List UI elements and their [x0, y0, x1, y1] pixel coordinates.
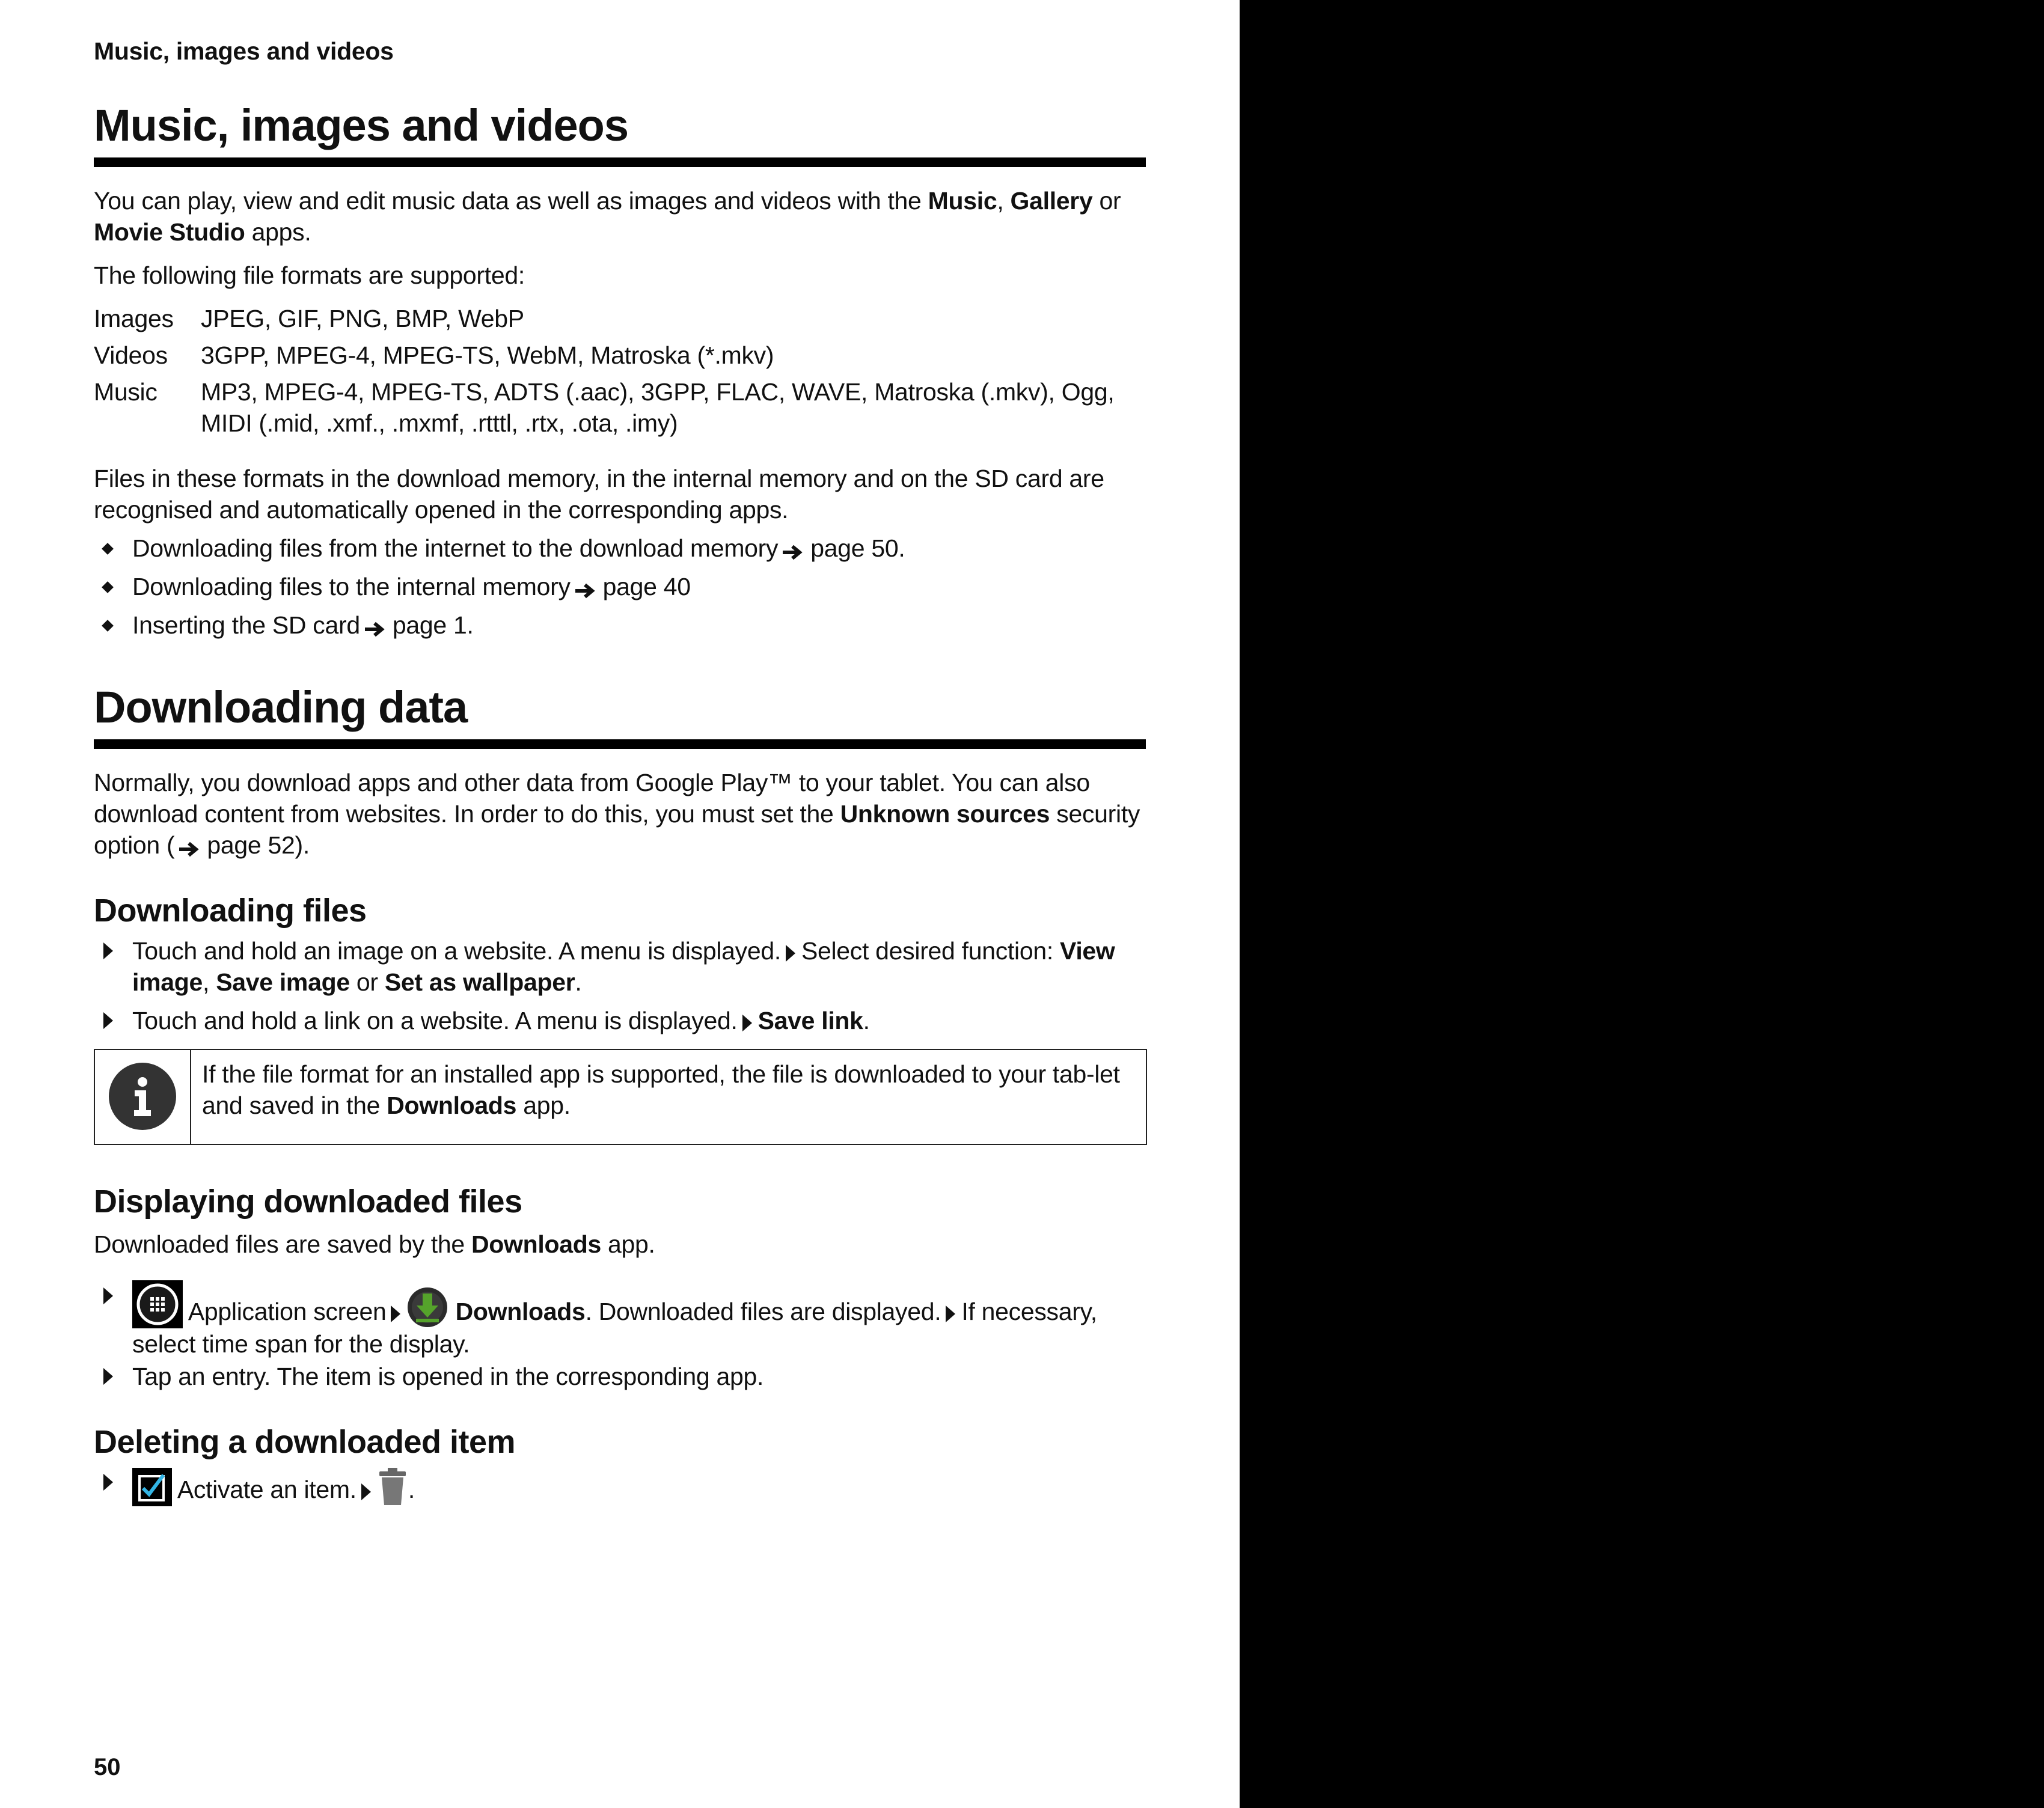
step-arrow-icon	[99, 1467, 120, 1498]
step-arrow-icon	[99, 935, 120, 967]
arrow-right-icon	[782, 543, 806, 561]
arrow-right-icon	[178, 840, 202, 858]
format-label: Music	[94, 378, 158, 406]
downloading-intro: Normally, you download apps and other data from Google Play™ to your tablet. You can also download content from websites. In order to do this, you must set the Unknown sources security option ( page 52).	[94, 769, 1140, 859]
note-text: If the file format for an installed app is supported, the file is downloaded to your tab-let and saved in the Downloads app.	[202, 1060, 1120, 1119]
note-icon-cell	[95, 1050, 191, 1144]
diamond-bullet-icon	[99, 571, 120, 602]
formats-intro: The following file formats are supported:	[94, 261, 525, 289]
step-arrow-icon	[99, 1005, 120, 1036]
format-label: Videos	[94, 341, 168, 369]
step-arrow-icon	[99, 1361, 120, 1392]
format-label: Images	[94, 305, 174, 332]
page-number: 50	[94, 1754, 121, 1780]
section-heading-music: Music, images and videos	[94, 100, 628, 150]
format-value: JPEG, GIF, PNG, BMP, WebP	[201, 305, 524, 332]
page-link[interactable]: page 40	[602, 573, 691, 600]
info-note-box	[94, 1049, 1147, 1145]
diamond-bullet-icon	[99, 609, 120, 641]
info-icon	[108, 1062, 177, 1131]
manual-page: Music, images and videos Music, images and videos You can play, view and edit music data as well as images and videos with the Music, Gallery or Movie Studio apps. The following file formats are supported: Images JPEG, GIF, PNG, BMP, WebP Videos 3GPP, MPEG-4, MPEG-TS, WebM, Matroska (*.mkv) Music MP3, MPEG-4, MPEG-TS, ADTS (.aac), 3GPP, FLAC, WAVE, Matroska (.mkv), Ogg, MIDI (.mid, .xmf., .mxmf, .rtttl, .rtx, .ota, .imy) Files in these formats in the download memory, in the internal memory and on the SD card are recognised and automatically opened in the corresponding apps. Downloading files from the internet to the download memory page 50. Downloading files to the internal memory page 40 Inserting the SD card page 1. Downloading data Normally, you download apps and other data from Google Play™ to your tablet. You can also download content from websites. In order to do this, you must set the Unknown sources security option ( page 52). Downloading files Touch and hold an image on a website. A menu is displayed. Select desired function: View image, Save image or Set as wallpaper. Touch and hold a link on a website. A menu is displayed. Save link. If the file format for an installed app is supported, the file is downloaded to your tab-let and saved in the Downloads app. Displaying downloaded files Downloaded files are saved by the Downloads app. Application screen Downloads. Downloaded files are displayed. If necessary, select time span for the display. Tap an entry. The item is opened in the corresponding app. Deleting a downloaded item Activate an item. . 50	[94, 0, 1147, 1808]
step-arrow-icon	[742, 1015, 752, 1031]
arrow-right-icon	[574, 582, 598, 600]
step-arrow-icon	[946, 1306, 955, 1322]
page-link[interactable]: page 52	[207, 831, 295, 859]
format-value: MP3, MPEG-4, MPEG-TS, ADTS (.aac), 3GPP, FLAC, WAVE, Matroska (.mkv), Ogg, MIDI (.mid, .xmf., .mxmf, .rtttl, .rtx, .ota, .imy)	[201, 378, 1115, 437]
displaying-intro: Downloaded files are saved by the Downloads app.	[94, 1230, 655, 1258]
checkbox-checked-icon	[132, 1468, 172, 1506]
intro-paragraph: You can play, view and edit music data as well as images and videos with the Music, Gallery or Movie Studio apps.	[94, 187, 1121, 246]
subheading-downloading-files: Downloading files	[94, 893, 367, 929]
running-header: Music, images and videos	[94, 37, 394, 65]
page-link[interactable]: page 1.	[392, 611, 474, 639]
step-arrow-icon	[361, 1483, 371, 1500]
subheading-deleting: Deleting a downloaded item	[94, 1424, 516, 1460]
app-grid-icon	[132, 1280, 183, 1328]
trash-icon	[377, 1467, 408, 1506]
download-icon	[406, 1286, 448, 1328]
heading-rule	[94, 739, 1146, 749]
heading-rule	[94, 157, 1146, 167]
step-arrow-icon	[786, 945, 795, 962]
black-margin-panel	[1240, 0, 2044, 1808]
diamond-bullet-icon	[99, 533, 120, 564]
step-arrow-icon	[99, 1280, 120, 1312]
step-arrow-icon	[391, 1306, 400, 1322]
arrow-right-icon	[364, 620, 388, 638]
section-heading-downloading: Downloading data	[94, 682, 468, 732]
page-link[interactable]: page 50.	[810, 534, 905, 562]
format-value: 3GPP, MPEG-4, MPEG-TS, WebM, Matroska (*.mkv)	[201, 341, 774, 369]
subheading-displaying: Displaying downloaded files	[94, 1183, 522, 1220]
recognised-paragraph: Files in these formats in the download memory, in the internal memory and on the SD card are recognised and automatically opened in the corresponding apps.	[94, 465, 1104, 524]
